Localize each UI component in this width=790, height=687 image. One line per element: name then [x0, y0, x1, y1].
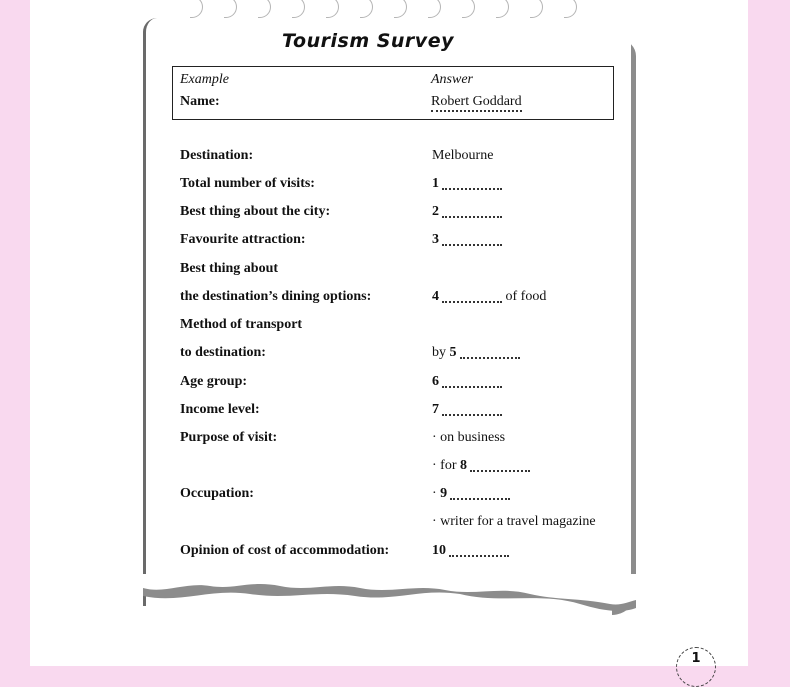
answer-7 — [432, 402, 502, 418]
answer-blank[interactable] — [442, 184, 502, 190]
opinion-label: Opinion of cost of accommodation: — [180, 543, 390, 558]
attraction-label: Favourite attraction: — [180, 232, 306, 247]
answer-blank[interactable] — [460, 353, 520, 359]
spiral-rings — [190, 0, 610, 22]
age-label: Age group: — [180, 374, 248, 389]
visits-label: Total number of visits: — [180, 176, 315, 191]
answer-header: Answer — [431, 72, 473, 87]
example-label: Name: — [180, 94, 220, 109]
spiral-ring — [428, 0, 441, 18]
destination-label: Destination: — [180, 148, 254, 163]
question-number: 3 — [432, 232, 439, 247]
income-label: Income level: — [180, 402, 260, 417]
answer-blank[interactable] — [442, 212, 502, 218]
answer-6 — [432, 374, 502, 390]
purpose-option-business: · on business — [432, 430, 506, 445]
answer-blank[interactable] — [470, 466, 530, 472]
spiral-ring — [360, 0, 373, 18]
answer-prefix: by — [432, 345, 446, 360]
spiral-ring — [326, 0, 339, 18]
answer-2 — [432, 204, 502, 220]
spiral-ring — [530, 0, 543, 18]
answer-prefix: · for — [432, 458, 457, 473]
question-number: 10 — [432, 543, 446, 558]
destination-answer: Melbourne — [432, 148, 494, 163]
question-number: 7 — [432, 402, 439, 417]
question-number: 6 — [432, 374, 439, 389]
answer-9 — [432, 486, 510, 502]
example-header: Example — [180, 72, 229, 87]
transport-label-line1: Method of transport — [180, 317, 303, 332]
survey-title: Tourism Survey — [282, 30, 454, 52]
occupation-label: Occupation: — [180, 486, 254, 501]
example-answer: Robert Goddard — [431, 94, 522, 112]
answer-10 — [432, 543, 509, 559]
answer-prefix: · — [432, 486, 437, 501]
spiral-ring — [394, 0, 407, 18]
spiral-ring — [564, 0, 577, 18]
answer-blank[interactable] — [450, 494, 510, 500]
dining-label-line2: the destination’s dining options: — [180, 289, 372, 304]
answer-4 — [432, 289, 546, 305]
spiral-ring — [292, 0, 305, 18]
spiral-ring — [190, 0, 203, 18]
answer-1 — [432, 176, 502, 192]
answer-8 — [432, 458, 530, 474]
torn-paper-edge — [140, 574, 640, 634]
best-city-label: Best thing about the city: — [180, 204, 331, 219]
occupation-option-writer: · writer for a travel magazine — [432, 514, 596, 529]
spiral-ring — [462, 0, 475, 18]
answer-3 — [432, 232, 502, 248]
question-number: 5 — [449, 345, 457, 360]
example-box — [172, 66, 614, 120]
spiral-ring — [496, 0, 509, 18]
answer-blank[interactable] — [449, 551, 509, 557]
spiral-ring — [258, 0, 271, 18]
answer-5 — [432, 345, 520, 361]
answer-blank[interactable] — [442, 240, 502, 246]
purpose-label: Purpose of visit: — [180, 430, 278, 445]
dining-label-line1: Best thing about — [180, 261, 279, 276]
page-number-badge — [676, 647, 716, 687]
answer-blank[interactable] — [442, 382, 502, 388]
question-number: 9 — [440, 486, 448, 501]
page-number: 1 — [691, 651, 701, 666]
transport-label-line2: to destination: — [180, 345, 266, 360]
answer-blank[interactable] — [442, 410, 502, 416]
question-number: 2 — [432, 204, 439, 219]
answer-suffix: of food — [505, 289, 547, 304]
question-number: 8 — [460, 458, 467, 473]
spiral-ring — [224, 0, 237, 18]
question-number: 4 — [432, 289, 439, 304]
question-number: 1 — [432, 176, 439, 191]
answer-blank[interactable] — [442, 297, 502, 303]
